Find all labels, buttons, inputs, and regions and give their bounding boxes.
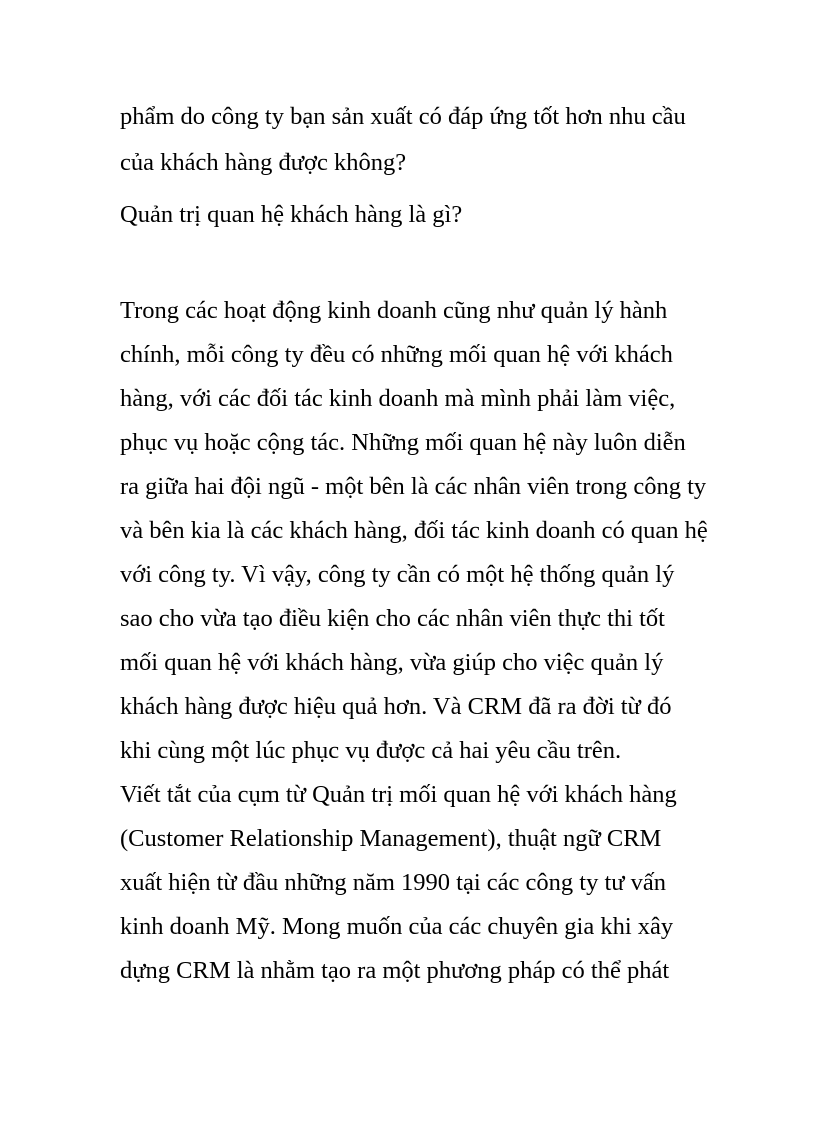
body-line-3: hàng, với các đối tác kinh doanh mà mình phải làm việc, [120,385,676,412]
body-line-15: kinh doanh Mỹ. Mong muốn của các chuyên gia khi xây [120,913,674,940]
body-line-7: với công ty. Vì vậy, công ty cần có một hệ thống quản lý [120,561,675,588]
intro-line-2: của khách hàng được không? [120,149,407,176]
section-heading: Quản trị quan hệ khách hàng là gì? [120,201,463,228]
body-line-1: Trong các hoạt động kinh doanh cũng như quản lý hành [120,297,668,324]
body-line-4: phục vụ hoặc cộng tác. Những mối quan hệ này luôn diễn [120,429,686,456]
body-line-6: và bên kia là các khách hàng, đối tác kinh doanh có quan hệ [120,517,708,544]
body-line-8: sao cho vừa tạo điều kiện cho các nhân viên thực thi tốt [120,605,665,632]
body-line-14: xuất hiện từ đầu những năm 1990 tại các công ty tư vấn [120,869,667,896]
body-line-12: Viết tắt của cụm từ Quản trị mối quan hệ với khách hàng [120,781,677,808]
body-line-2: chính, mỗi công ty đều có những mối quan hệ với khách [120,341,673,368]
body-line-16: dựng CRM là nhằm tạo ra một phương pháp có thể phát [120,957,670,984]
body-line-11: khi cùng một lúc phục vụ được cả hai yêu cầu trên. [120,737,622,764]
body-line-13: (Customer Relationship Management), thuật ngữ CRM [120,825,662,852]
body-line-5: ra giữa hai đội ngũ - một bên là các nhân viên trong công ty [120,473,707,500]
body-line-10: khách hàng được hiệu quả hơn. Và CRM đã ra đời từ đó [120,693,672,720]
body-line-9: mối quan hệ với khách hàng, vừa giúp cho việc quản lý [120,649,664,676]
intro-line-1: phẩm do công ty bạn sản xuất có đáp ứng tốt hơn nhu cầu [120,103,686,130]
